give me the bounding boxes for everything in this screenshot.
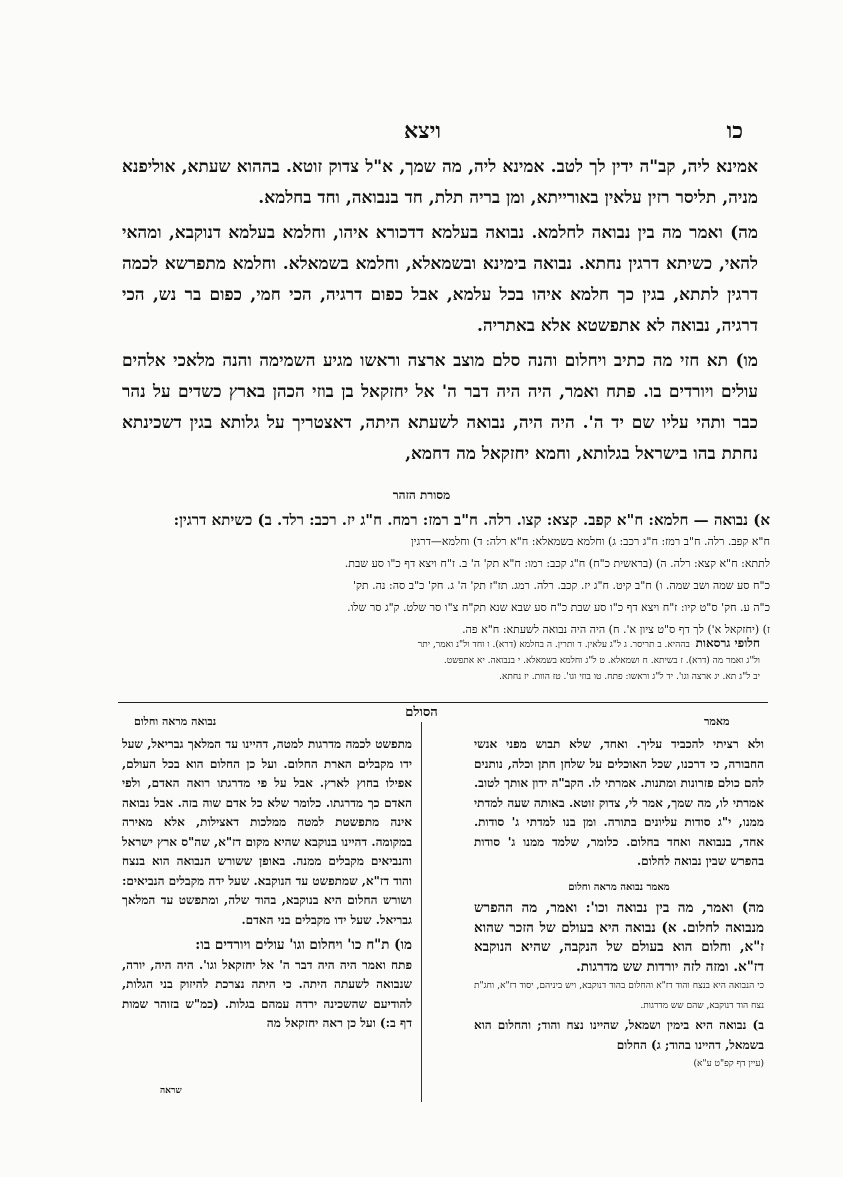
commentary-right-column — [474, 735, 764, 1075]
column-divider — [421, 722, 422, 1102]
commentary-paragraph: כי הנבואה היא בנצח והוד דז"א והחלום בהוד דנוקבא, ויש ביניהם, יסוד דז"א, וחג"ת נצח הוד דנוקבא, שהם שש מדרגות. — [474, 981, 764, 1011]
chilufei-girsaot — [150, 635, 760, 685]
commentary-reference: (עיין דף קפ"ט ע"א) — [693, 1059, 764, 1069]
chilufei-line: יב ל"ג תא. יג ארצה וגו'. יד ל"ג וראשו: פתח. טו בוזי וגו'. טז הוות. יז נחתא. — [499, 672, 760, 682]
chilufei-line: בההיא. ב תריסר. ג ל"ג עלאין. ד ותרין. ה בחלמא (דרא). ו וחד ול"נ ואמר, יתר — [417, 640, 690, 650]
masoret-line: כ"ה ע. חק' ס"ט קיו: ז"ח ויצא דף כ"ו סע שבת כ"ח סע שבא שנא תק"ח צ"ו סר שלט. ק"ג סר שלו. — [347, 601, 770, 614]
section-divider — [118, 702, 768, 703]
commentary-left-column — [122, 735, 412, 1034]
chilufei-line: ול"ג ואמר מה (דרא). ז בשיתא. ח ושמאלא. ט ל"ג וחלמא בשמאלא. י בנבואה. יא אתפשט. — [443, 656, 760, 666]
page-number: כו — [726, 118, 743, 144]
catchword: שראה — [160, 1086, 182, 1096]
commentary-title: הסולם — [405, 705, 438, 720]
commentary-paragraph: ב) נבואה היא בימין ושמאל, שהיינו נצח והוד; והחלום הוא בשמאל, דהיינו בהוד; ג) החלום — [474, 1018, 764, 1052]
chilufei-title: חלופי גרסאות — [695, 636, 760, 650]
commentary-right-header: מאמר — [704, 715, 730, 728]
masoret-line: א) נבואה — חלמא: ח"א קפב. קצא: קצו. רלה. ח"ב רמז: רמח. ח"ג יז. רכב: רלד. ב) כשיתא דרגין: — [173, 511, 770, 529]
main-zohar-text — [122, 152, 758, 470]
main-paragraph: מו) תא חזי מה כתיב ויחלום והנה סלם מוצב ארצה וראשו מגיע השמימה והנה מלאכי אלהים עולים ויורדים בו. פתח ואמר, היה היה דבר ה' אל יחזקאל בן בוזי הכהן בארץ כשדים על נהר כבר ותהי עליו שם יד ה'. היה היה, נבואה לשעתא היתה, דאצטריך על גלותא בגין דשכינתא נחתת בהו בישראל בגלותא, וחמא יחזקאל מה דחמא, — [122, 351, 758, 464]
masoret-hazohar — [118, 509, 770, 641]
parsha-header: ויצא — [404, 118, 442, 144]
commentary-subtitle: מאמר נבואה מראה וחלום — [568, 881, 670, 893]
commentary-left-header: נבואה מראה וחלום — [134, 715, 217, 728]
main-paragraph: אמינא ליה, קב"ה ידין לך לטב. אמינא ליה, מה שמך, א"ל צדוק זוטא. בההוא שעתא, אוליפנא מניה, תליסר רזין עלאין באורייתא, ומן בריה תלת, חד בנבואה, וחד בחלמא. — [122, 157, 758, 208]
commentary-paragraph: מה) ואמר, מה בין נבואה וכו': ואמר, מה ההפרש מנבואה לחלום. א) נבואה היא בעולם של הזכר שהוא ז"א, וחלום הוא בעולם של הנקבה, שהיא הנוקבא דז"א. ומזה לזה יורדות שש מדרגות. — [474, 900, 764, 975]
commentary-paragraph: ולא רציתי להכביד עליך. ואחד, שלא תבוש מפני אנשי החבורה, כי דרכנו, שכל האוכלים על שלחן חתן וכלה, נותנים להם כולם פזרונות ומתנות. אמרתי לו. הקב"ה ידון אותך לטוב. אמרתי לו, מה שמך, אמר לי, צדוק זוטא. באותה שעה למדתי ממנו, י"ג סודות עליונים בתורה. ומן בנו למדתי ג' סודות. אחד, בנבואה ואחד בחלום. כלומר, שלמד ממנו ג' סודות בהפרש שבין נבואה לחלום. — [474, 737, 764, 868]
masoret-line: כ"ח סע שמה ושב שמה. ו) ח"ב קיט. ח"ג יז. קכב. רלה. רמג. תז"ז תק' ה' ג. חק' כ"ב סה: נה. תק' — [352, 579, 770, 592]
commentary-paragraph: פתח ואמר היה היה דבר ה' אל יחזקאל וגו'. היה היה, יורה, שנבואה לשעתה היתה. כי היתה נצרכת להיזוק בני הגלות, להודיעם שהשכינה ירדה עמהם בגלות. (כמ"ש בזוהר שמות דף ב:) ועל כן ראה יחזקאל מה — [122, 957, 412, 1030]
masoret-line: לתתא: ח"א קצא: רלה. ה) (בראשית כ"ח) ח"ג קכב: רמו: ח"א תק' ה' ב. ז"ח ויצא דף כ"ו סע שבת. — [344, 557, 770, 570]
commentary-heading: מו) ת"ח כו' ויחלום וגו' עולים ויורדים בו: — [195, 937, 412, 953]
masoret-line: ח"א קפב. רלה. ח"ב רמז: ח"ג רכב: ג) וחלמא בשמאלא: ח"א רלה: ד) וחלמא—דרגין — [410, 535, 770, 548]
masoret-line: ז) (יחזקאל א') לך דף ס"ט ציון א'. ח) היה היה נבואה לשעתא: ח"א פה. — [462, 623, 770, 636]
commentary-paragraph: מתפשט לכמה מדרגות למטה, דהיינו עד המלאך גבריאל, שעל ידו מקבלים הארת החלום. ועל כן החלום הוא בכל העולם, אפילו בחוץ לארץ. אבל על פי מדרגתו רואה האדם, ולפי האדם כך מדרגתו. כלומר שלא כל אדם שוה בזה. אבל נבואה אינה מתפשטת למטה ממלכות דאצילות, אלא מאירה במקומה. דהיינו בנוקבא שהיא מקום דז"א, שה"ס ארץ ישראל והנביאים מקבלים ממנה. באופן ששורש הנבואה הוא בנצח והוד דז"א, שמתפשט עד הנוקבא. שעל ידה מקבלים הנביאים: ושורש החלום היא בנוקבא, בהוד שלה, ומתפשט עד המלאך גבריאל. שעל ידו מקבלים בני האדם. — [121, 737, 412, 927]
main-paragraph: מה) ואמר מה בין נבואה לחלמא. נבואה בעלמא דדכורא איהו, וחלמא בעלמא דנוקבא, ומהאי להאי, כשיתא דרגין נחתא. נבואה בימינא ובשמאלא, וחלמא בשמאלא. וחלמא מתפרשא לכמה דרגין לתתא, בגין כך חלמא איהו בכל עלמא, אבל כפום דרגיה, הכי חמי, כפום בר נש, הכי דרגיה, נבואה לא אתפשטא אלא באתריה. — [122, 223, 758, 336]
masoret-title: מסורת הזהר — [392, 488, 451, 502]
